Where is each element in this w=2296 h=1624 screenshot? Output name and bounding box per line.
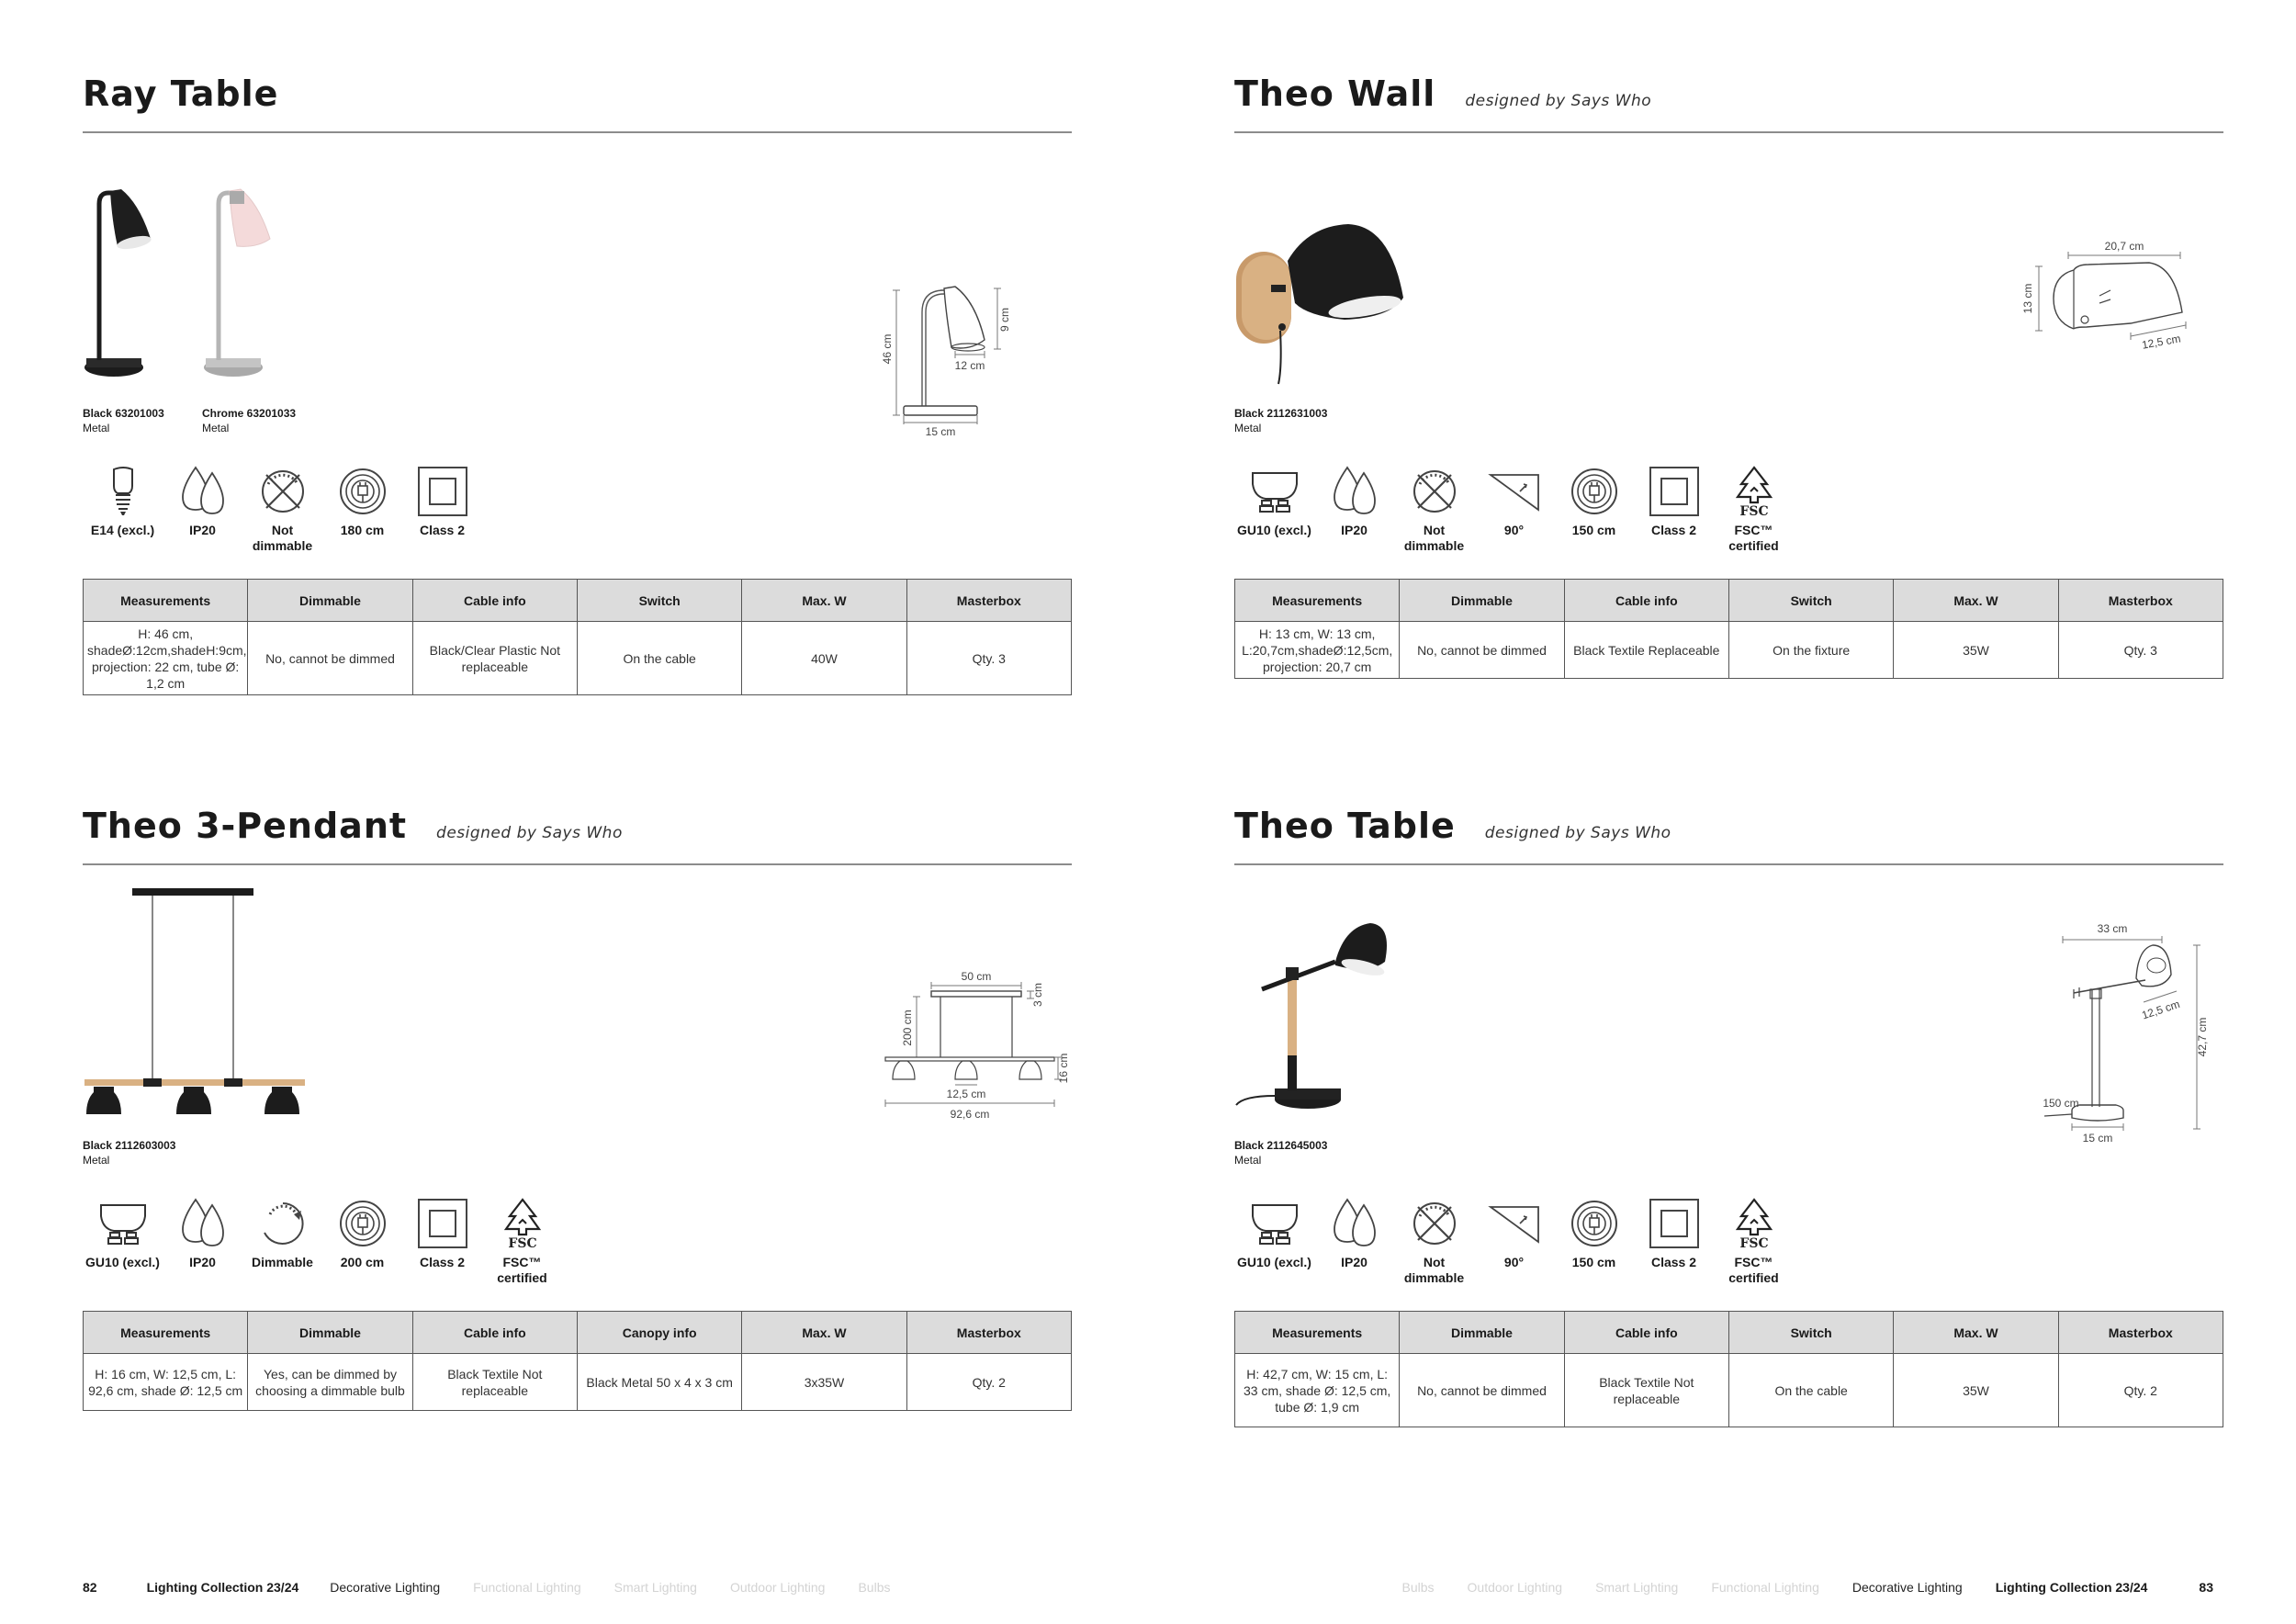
angle-90-icon <box>1487 464 1542 519</box>
fsc-tree-icon <box>1727 464 1782 519</box>
cable-plug-icon <box>335 464 390 519</box>
ip20-drops-icon <box>1327 464 1382 519</box>
nav-decorative-lighting[interactable]: Decorative Lighting <box>330 1580 441 1595</box>
spec-value-row: H: 13 cm, W: 13 cm, L:20,7cm,shadeØ:12,5cm, projection: 20,7 cm No, cannot be dimmed Black Textile Replaceable On the fixture 35W Qty. 3 <box>1235 622 2223 679</box>
cable-plug-icon <box>335 1196 390 1251</box>
feature-not-dimmable: Not dimmable <box>1394 464 1474 554</box>
feature-icons <box>1234 464 1794 554</box>
feature-ip20: IP20 <box>1314 1196 1394 1286</box>
feature-class2: Class 2 <box>1634 1196 1714 1286</box>
nav-smart-lighting[interactable]: Smart Lighting <box>613 1580 697 1595</box>
page-number: 82 <box>83 1580 97 1595</box>
spec-header-row: Measurements Dimmable Cable info Switch Max. W Masterbox <box>1235 1312 2223 1354</box>
feature-fsc: FSC™ certified <box>482 1196 562 1286</box>
dim-shade-diameter: 12 cm <box>954 359 985 372</box>
footer-right <box>1402 1580 2214 1595</box>
dim-base: 15 cm <box>925 425 956 438</box>
feature-cable: 200 cm <box>322 1196 402 1286</box>
spec-table <box>1234 579 2223 679</box>
variant-chrome: Chrome 63201033 Metal <box>202 407 297 434</box>
class2-icon <box>1647 464 1702 519</box>
feature-ip20: IP20 <box>1314 464 1394 554</box>
not-dimmable-icon <box>255 464 310 519</box>
not-dimmable-icon <box>1407 1196 1462 1251</box>
feature-ip20: IP20 <box>163 1196 242 1286</box>
gu10-bulb-icon <box>1247 1196 1302 1251</box>
dim-shade-diameter: 12,5 cm <box>946 1088 986 1100</box>
dim-shade: 12,5 cm <box>2141 332 2182 352</box>
spec-value-row: H: 16 cm, W: 12,5 cm, L: 92,6 cm, shade Ø: 12,5 cm Yes, can be dimmed by choosing a dimmable bulb Black Textile Not replaceable Black Metal 50 x 4 x 3 cm 3x35W Qty. 2 <box>84 1354 1072 1411</box>
spec-table <box>1234 1311 2223 1427</box>
feature-class2: Class 2 <box>1634 464 1714 554</box>
theo-pendant-dimension-drawing <box>884 971 1072 1127</box>
class2-icon <box>1647 1196 1702 1251</box>
designer-credit: designed by Says Who <box>1465 92 1652 110</box>
cable-plug-icon <box>1567 1196 1622 1251</box>
theo-wall-product-image <box>1234 220 1418 386</box>
feature-icons <box>83 464 482 554</box>
feature-dimmable: Dimmable <box>242 1196 322 1286</box>
footer-left <box>83 1580 891 1595</box>
feature-cable: 150 cm <box>1554 464 1634 554</box>
title-divider <box>83 131 1072 133</box>
fsc-tree-icon <box>1727 1196 1782 1251</box>
title-divider <box>83 863 1072 865</box>
spec-header-row: Measurements Dimmable Cable info Switch Max. W Masterbox <box>84 580 1072 622</box>
dim-width: 33 cm <box>2097 922 2128 935</box>
theo-wall-dimension-drawing <box>2020 239 2213 377</box>
product-section-theo-3-pendant <box>83 806 1072 1540</box>
feature-class2: Class 2 <box>402 464 482 554</box>
ip20-drops-icon <box>175 464 231 519</box>
dim-height: 46 cm <box>881 333 894 365</box>
not-dimmable-icon <box>1407 464 1462 519</box>
nav-bulbs[interactable]: Bulbs <box>858 1580 891 1595</box>
dim-shade: 12,5 cm <box>2140 997 2182 1022</box>
designer-credit: designed by Says Who <box>1484 824 1671 842</box>
spec-table <box>83 579 1072 695</box>
feature-fsc: FSC™ certified <box>1714 1196 1794 1286</box>
dimmable-icon <box>255 1196 310 1251</box>
feature-angle: 90° <box>1474 464 1554 554</box>
spec-value-row: H: 42,7 cm, W: 15 cm, L: 33 cm, shade Ø: 12,5 cm, tube Ø: 1,9 cm No, cannot be dimmed Black Textile Not replaceable On the cable 35W Qty. 2 <box>1235 1354 2223 1427</box>
dim-height: 13 cm <box>2021 283 2034 314</box>
feature-e14: E14 (excl.) <box>83 464 163 554</box>
angle-90-icon <box>1487 1196 1542 1251</box>
ray-table-dimension-drawing <box>881 211 1075 441</box>
feature-gu10: GU10 (excl.) <box>1234 464 1314 554</box>
product-title: Theo Wall <box>1234 73 1436 114</box>
spec-header-row: Measurements Dimmable Cable info Canopy info Max. W Masterbox <box>84 1312 1072 1354</box>
feature-icons <box>83 1196 562 1286</box>
product-title: Theo 3-Pendant <box>83 806 408 846</box>
dim-length: 92,6 cm <box>950 1108 990 1121</box>
dim-base: 15 cm <box>2082 1132 2113 1145</box>
dim-height: 42,7 cm <box>2196 1017 2209 1057</box>
feature-cable: 180 cm <box>322 464 402 554</box>
feature-fsc: FSC™ certified <box>1714 464 1794 554</box>
e14-bulb-icon <box>96 464 151 519</box>
feature-not-dimmable: Not dimmable <box>1394 1196 1474 1286</box>
nav-outdoor-lighting[interactable]: Outdoor Lighting <box>729 1580 826 1595</box>
variant-black: Black 2112631003 Metal <box>1234 407 1328 434</box>
class2-icon <box>415 1196 470 1251</box>
gu10-bulb-icon <box>96 1196 151 1251</box>
dim-width: 20,7 cm <box>2104 240 2144 253</box>
title-divider <box>1234 863 2223 865</box>
theo-pendant-product-image <box>83 885 312 1123</box>
product-title: Ray Table <box>83 73 279 114</box>
collection-name: Lighting Collection 23/24 <box>1995 1580 2148 1595</box>
designer-credit: designed by Says Who <box>436 824 623 842</box>
spec-header-row: Measurements Dimmable Cable info Switch Max. W Masterbox <box>1235 580 2223 622</box>
feature-class2: Class 2 <box>402 1196 482 1286</box>
product-title: Theo Table <box>1234 806 1456 846</box>
title-divider <box>1234 131 2223 133</box>
dim-shade-height: 9 cm <box>998 307 1011 333</box>
gu10-bulb-icon <box>1247 464 1302 519</box>
nav-functional-lighting[interactable]: Functional Lighting <box>1711 1580 1819 1595</box>
dim-cable: 150 cm <box>2043 1097 2079 1110</box>
feature-gu10: GU10 (excl.) <box>1234 1196 1314 1286</box>
feature-icons <box>1234 1196 1794 1286</box>
dim-top: 50 cm <box>961 970 992 983</box>
page-number: 83 <box>2199 1580 2213 1595</box>
nav-outdoor-lighting[interactable]: Outdoor Lighting <box>1467 1580 1563 1595</box>
product-section-ray-table <box>83 73 1072 808</box>
feature-not-dimmable: Not dimmable <box>242 464 322 554</box>
variant-black: Black 2112645003 Metal <box>1234 1139 1328 1167</box>
spec-table <box>83 1311 1072 1411</box>
ray-table-product-images <box>83 186 321 388</box>
collection-name: Lighting Collection 23/24 <box>146 1580 299 1595</box>
nav-smart-lighting[interactable]: Smart Lighting <box>1595 1580 1679 1595</box>
variant-black: Black 63201003 Metal <box>83 407 164 434</box>
cable-plug-icon <box>1567 464 1622 519</box>
product-section-theo-wall <box>1234 73 2223 808</box>
dim-cable: 200 cm <box>901 1009 914 1046</box>
spec-value-row: H: 46 cm, shadeØ:12cm,shadeH:9cm, projection: 22 cm, tube Ø: 1,2 cm No, cannot be dimmed Black/Clear Plastic Not replaceable On the cable 40W Qty. 3 <box>84 622 1072 695</box>
theo-table-dimension-drawing <box>2043 923 2217 1144</box>
fsc-tree-icon <box>495 1196 550 1251</box>
dim-shade-height: 16 cm <box>1057 1053 1070 1084</box>
feature-angle: 90° <box>1474 1196 1554 1286</box>
ip20-drops-icon <box>1327 1196 1382 1251</box>
feature-cable: 150 cm <box>1554 1196 1634 1286</box>
nav-functional-lighting[interactable]: Functional Lighting <box>473 1580 581 1595</box>
ip20-drops-icon <box>175 1196 231 1251</box>
class2-icon <box>415 464 470 519</box>
variant-black: Black 2112603003 Metal <box>83 1139 176 1167</box>
feature-gu10: GU10 (excl.) <box>83 1196 163 1286</box>
nav-decorative-lighting[interactable]: Decorative Lighting <box>1851 1580 1963 1595</box>
theo-table-product-image <box>1234 916 1418 1118</box>
nav-bulbs[interactable]: Bulbs <box>1401 1580 1435 1595</box>
product-section-theo-table <box>1234 806 2223 1540</box>
dim-canopy-height: 3 cm <box>1031 982 1044 1008</box>
feature-ip20: IP20 <box>163 464 242 554</box>
